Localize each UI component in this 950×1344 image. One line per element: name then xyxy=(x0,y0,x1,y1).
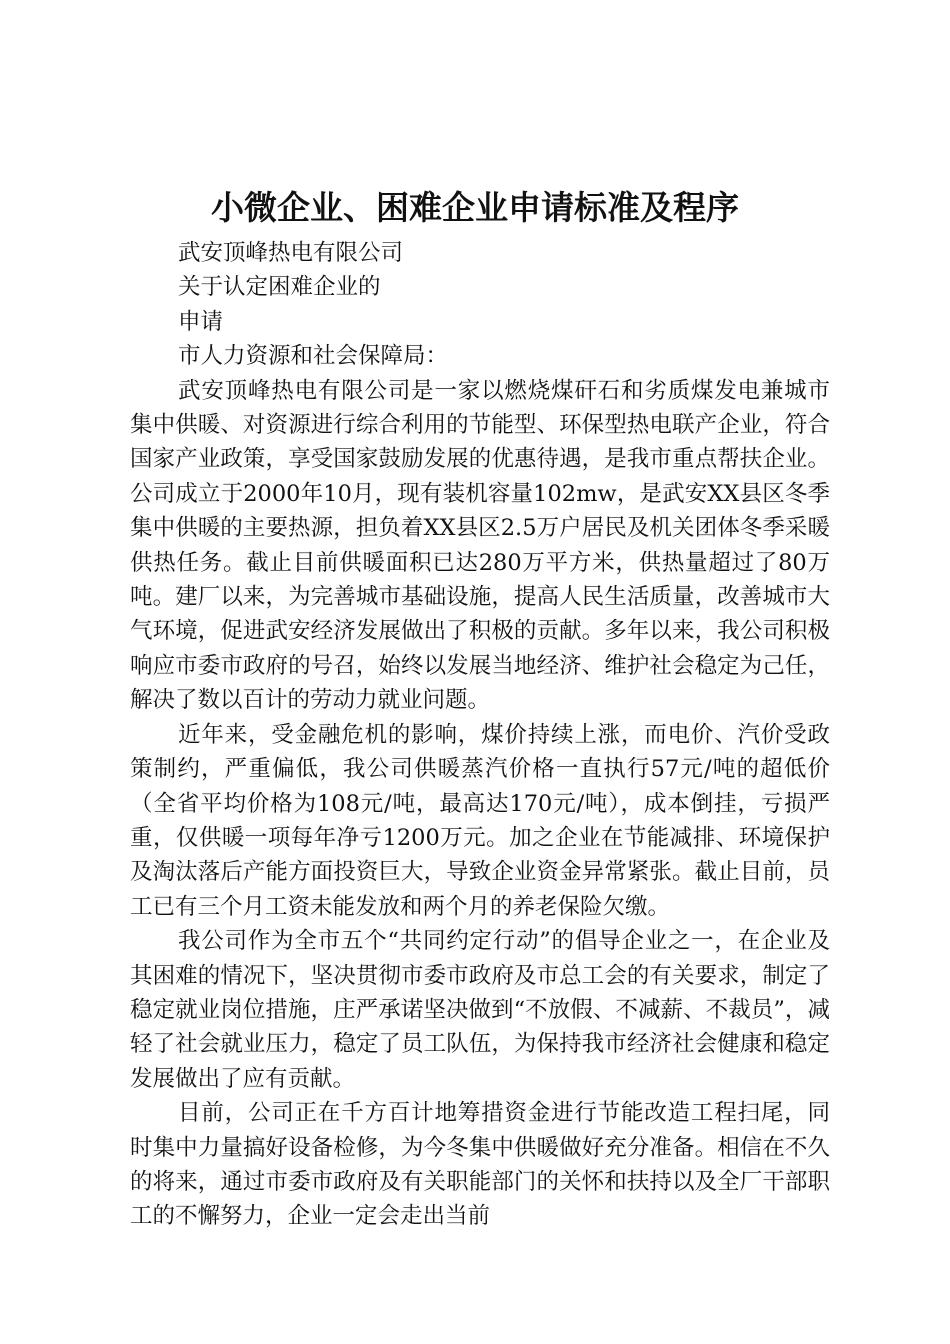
application-line: 申请 xyxy=(178,308,224,335)
paragraph-current-status: 目前，公司正在千方百计地筹措资金进行节能改造工程扫尾，同时集中力量搞好设备检修，为今冬集中供暖做好充分准备。相信在不久的将来，通过市委市政府及有关职能部门的关怀和扶持以及全厂干部职工的不懈努力，企业一定会走出当前 xyxy=(130,1100,830,1230)
paragraph-commitment: 我公司作为全市五个“共同约定行动”的倡导企业之一，在企业及其困难的情况下，坚决贯彻市委市政府及市总工会的有关要求，制定了稳定就业岗位措施，庄严承诺坚决做到“不放假、不减薪、不裁员”，减轻了社会就业压力，稳定了员工队伍，为保持我市经济社会健康和稳定发展做出了应有贡献。 xyxy=(130,928,830,1092)
paragraph-company-intro: 武安顶峰热电有限公司是一家以燃烧煤矸石和劣质煤发电兼城市集中供暖、对资源进行综合利用的节能型、环保型热电联产企业，符合国家产业政策，享受国家鼓励发展的优惠待遇，是我市重点帮扶企业。公司成立于2000年10月，现有装机容量102mw，是武安XX县区冬季集中供暖的主要热源，担负着XX县区2.5万户居民及机关团体冬季采暖供热任务。截止目前供暖面积已达280万平方米，供热量超过了80万吨。建厂以来，为完善城市基础设施，提高人民生活质量，改善城市大气环境，促进武安经济发展做出了积极的贡献。多年以来，我公司积极响应市委市政府的号召，始终以发展当地经济、维护社会稳定为己任，解决了数以百计的劳动力就业问题。 xyxy=(130,377,830,714)
document-title: 小微企业、困难企业申请标准及程序 xyxy=(211,188,739,227)
document-body xyxy=(130,236,830,1234)
subject-line: 关于认定困难企业的 xyxy=(178,274,381,301)
company-name-line: 武安顶峰热电有限公司 xyxy=(178,240,404,266)
recipient-line: 市人力资源和社会保障局： xyxy=(178,343,449,370)
paragraph-difficulties: 近年来，受金融危机的影响，煤价持续上涨，而电价、汽价受政策制约，严重偏低，我公司供暖蒸汽价格一直执行57元/吨的超低价（全省平均价格为108元/吨，最高达170元/吨），成本倒挂，亏损严重，仅供暖一项每年净亏1200万元。加之企业在节能减排、环境保护及淘汰落后产能方面投资巨大，导致企业资金异常紧张。截止目前，员工已有三个月工资未能发放和两个月的养老保险欠缴。 xyxy=(130,721,830,920)
